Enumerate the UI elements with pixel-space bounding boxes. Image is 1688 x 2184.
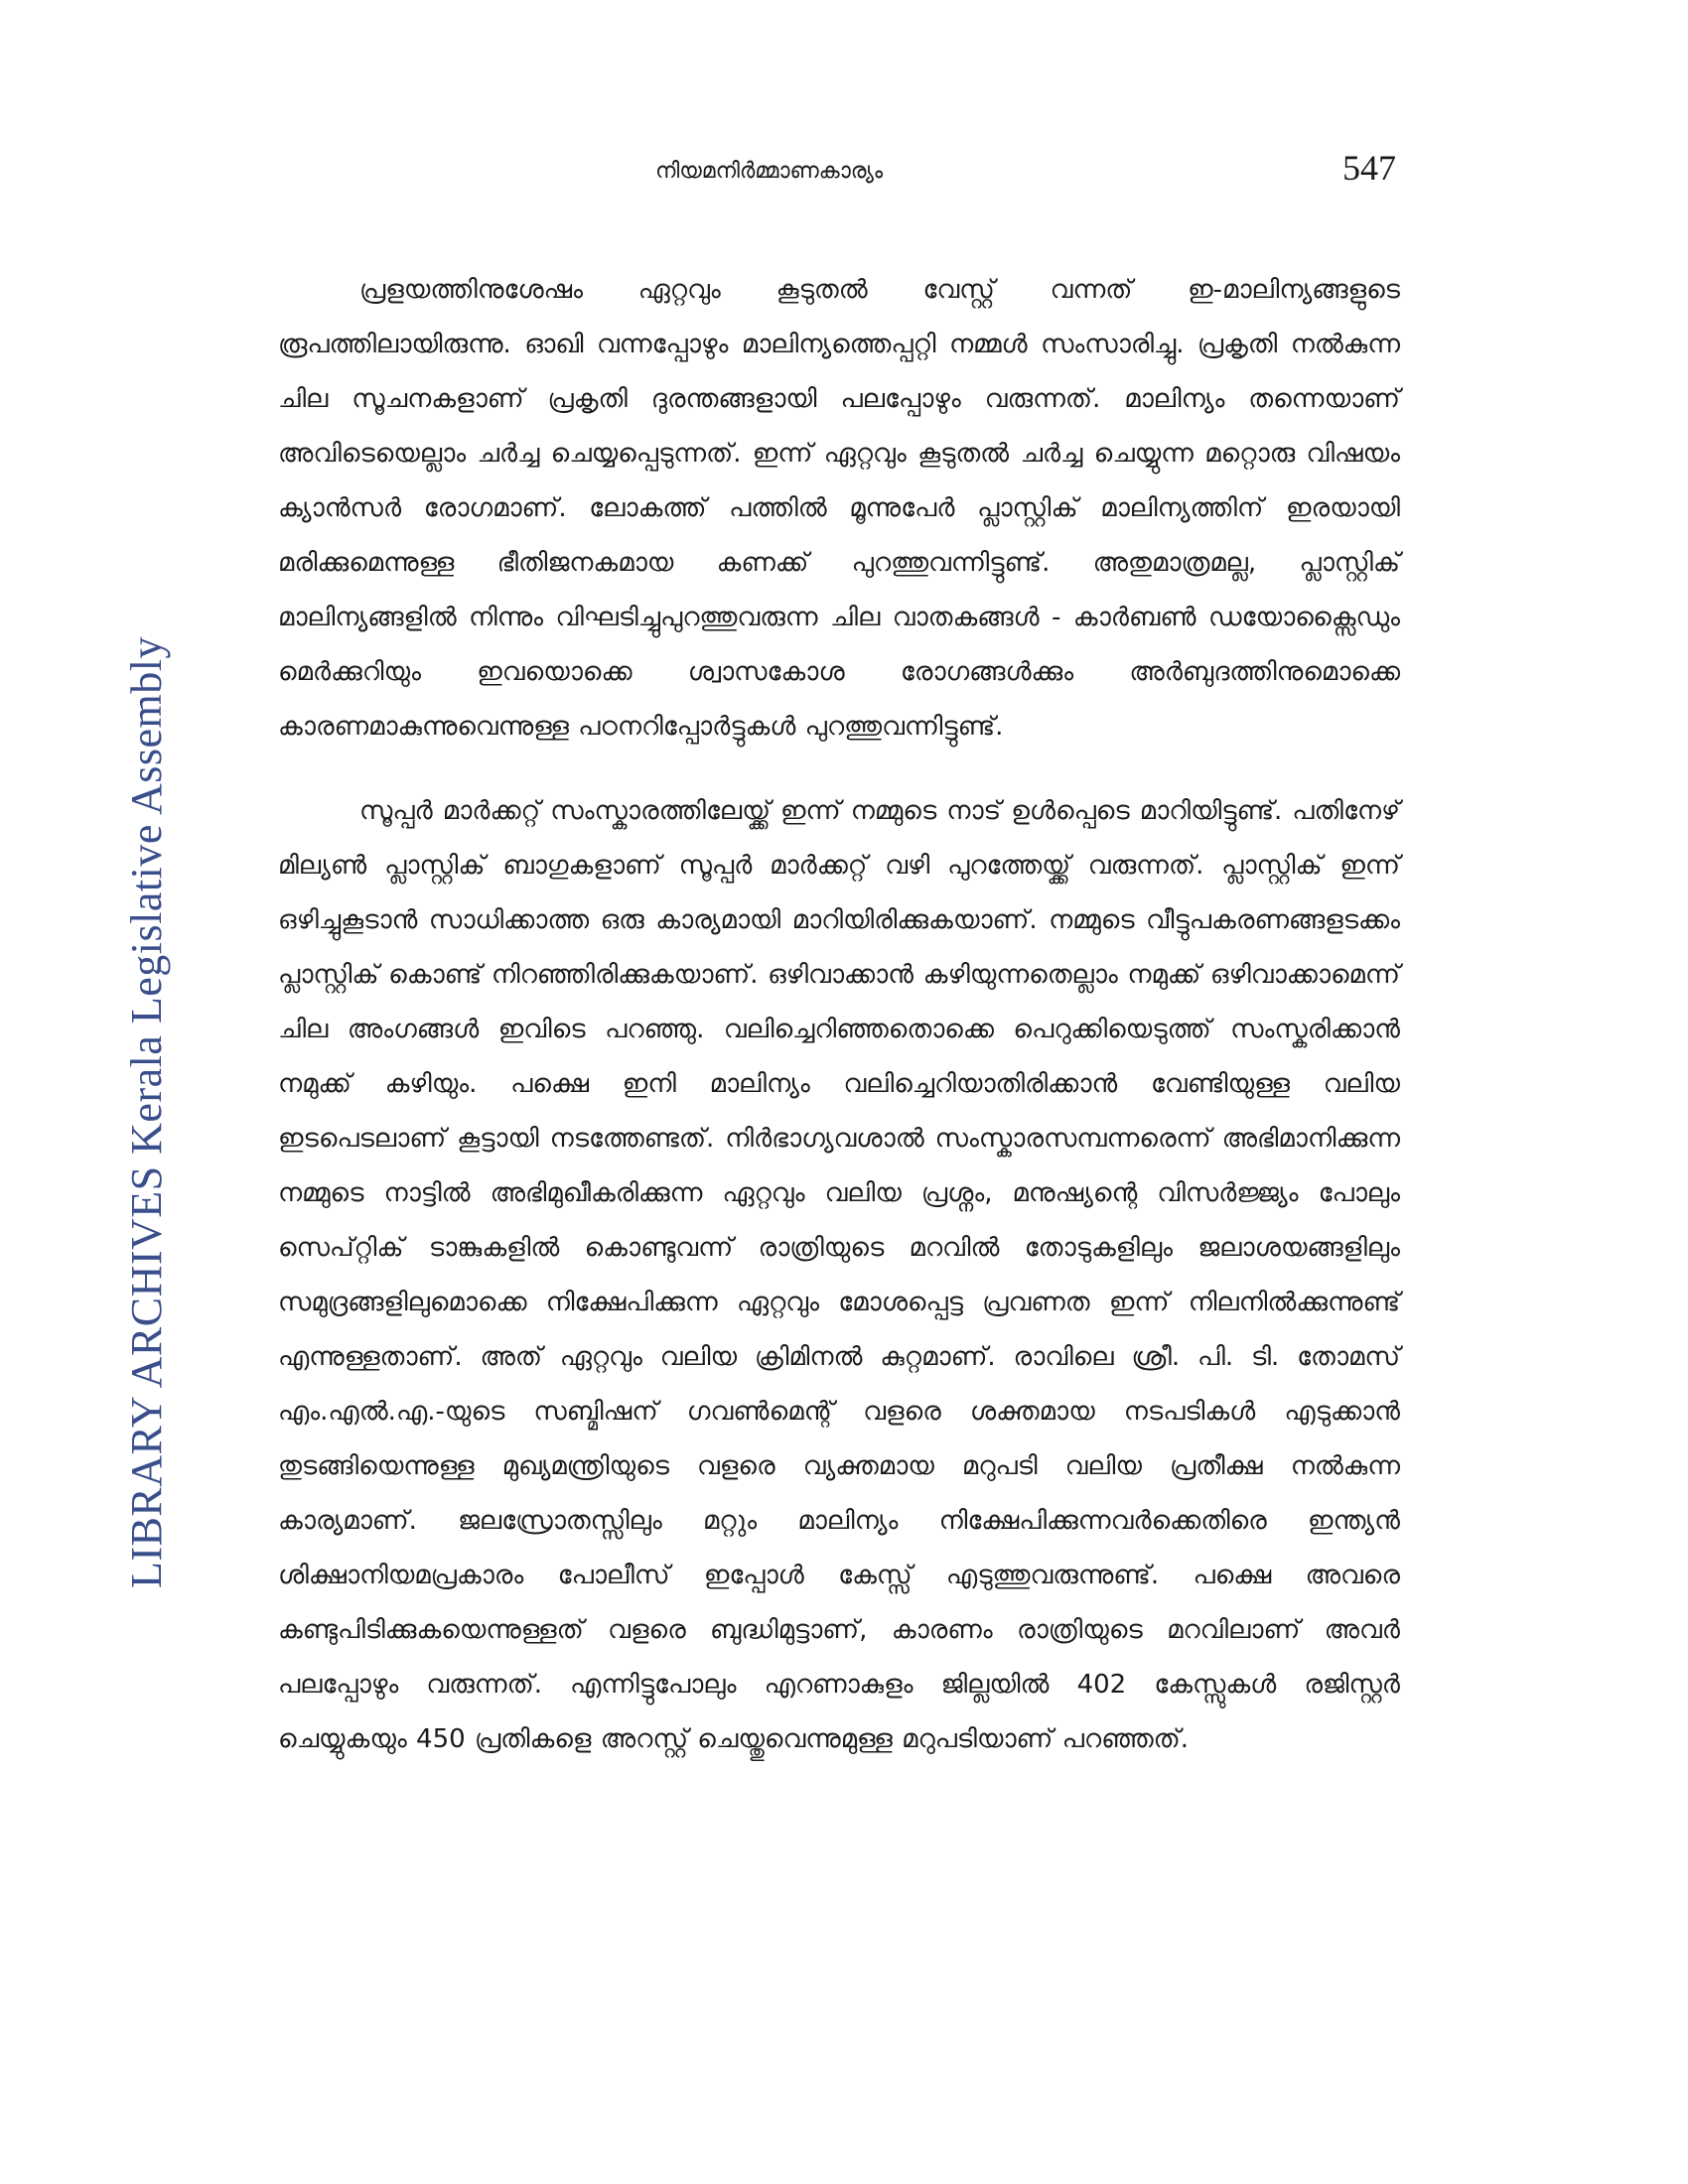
running-header-title: നിയമനിർമ്മാണകാര്യം [655, 159, 884, 184]
paragraph: സൂപ്പർ മാർക്കറ്റ് സംസ്കാരത്തിലേയ്ക്ക് ഇന്ന് നമ്മുടെ നാട് ഉൾപ്പെടെ മാറിയിട്ടുണ്ട്. പതിനേഴ് മില്യൺ പ്ലാസ്റ്റിക് ബാഗുകളാണ് സൂപ്പർ മാർക്കറ്റ് വഴി പുറത്തേയ്ക്ക് വരുന്നത്. പ്ലാസ്റ്റിക് ഇന്ന് ഒഴിച്ചുകൂടാൻ സാധിക്കാത്ത ഒരു കാര്യമായി മാറിയിരിക്കുകയാണ്. നമ്മുടെ വീട്ടുപകരണങ്ങളടക്കം പ്ലാസ്റ്റിക് കൊണ്ട് നിറഞ്ഞിരിക്കുകയാണ്. ഒഴിവാക്കാൻ കഴിയുന്നതെല്ലാം നമുക്ക് ഒഴിവാക്കാമെന്ന് ചില അംഗങ്ങൾ ഇവിടെ പറഞ്ഞു. വലിച്ചെറിഞ്ഞതൊക്കെ പെറുക്കിയെടുത്ത് സംസ്കരിക്കാൻ നമുക്ക് കഴിയും. പക്ഷെ ഇനി മാലിന്യം വലിച്ചെറിയാതിരിക്കാൻ വേണ്ടിയുള്ള വലിയ ഇടപെടലാണ് കൂട്ടായി നടത്തേണ്ടത്. നിർഭാഗ്യവശാൽ സംസ്കാരസമ്പന്നരെന്ന് അഭിമാനിക്കുന്ന നമ്മുടെ നാട്ടിൽ അഭിമുഖീകരിക്കുന്ന ഏറ്റവും വലിയ പ്രശ്നം, മനുഷ്യന്റെ വിസർജ്ജ്യം പോലും സെപ്റ്റിക് ടാങ്കുകളിൽ കൊണ്ടുവന്ന് രാത്രിയുടെ മറവിൽ തോടുകളിലും ജലാശയങ്ങളിലും സമുദ്രങ്ങളിലുമൊക്കെ നിക്ഷേപിക്കുന്ന ഏറ്റവും മോശപ്പെട്ട പ്രവണത ഇന്ന് നിലനിൽക്കുന്നുണ്ട് എന്നുള്ളതാണ്. അത് ഏറ്റവും വലിയ ക്രിമിനൽ കുറ്റമാണ്. രാവിലെ ശ്രീ. പി. ടി. തോമസ് എം.എൽ.എ.-യുടെ സബ്മിഷന് ഗവൺമെന്റ് വളരെ ശക്തമായ നടപടികൾ എടുക്കാൻ തുടങ്ങിയെന്നുള്ള മുഖ്യമന്ത്രിയുടെ വളരെ വ്യക്തമായ മറുപടി വലിയ പ്രതീക്ഷ നൽകുന്ന കാര്യമാണ്. ജലസ്രോതസ്സിലും മറ്റും മാലിന്യം നിക്ഷേപിക്കുന്നവർക്കെതിരെ ഇന്ത്യൻ ശിക്ഷാനിയമപ്രകാരം പോലീസ് ഇപ്പോൾ കേസ്സ് എടുത്തുവരുന്നുണ്ട്. പക്ഷെ അവരെ കണ്ടുപിടിക്കുകയെന്നുള്ളത് വളരെ ബുദ്ധിമുട്ടാണ്, കാരണം രാത്രിയുടെ മറവിലാണ് അവർ പലപ്പോഴും വരുന്നത്. എന്നിട്ടുപോലും എറണാകുളം ജില്ലയിൽ 402 കേസ്സുകൾ രജിസ്റ്റർ ചെയ്യുകയും 450 പ്രതികളെ അറസ്റ്റ് ചെയ്തുവെന്നുമുള്ള മറുപടിയാണ് പറഞ്ഞത്. [278, 796, 1400, 1754]
paragraph: പ്രളയത്തിനുശേഷം ഏറ്റവും കൂടുതൽ വേസ്റ്റ് വന്നത് ഇ-മാലിന്യങ്ങളുടെ രൂപത്തിലായിരുന്നു. ഓഖി വന്നപ്പോഴും മാലിന്യത്തെപ്പറ്റി നമ്മൾ സംസാരിച്ചു. പ്രകൃതി നൽകുന്ന ചില സൂചനകളാണ് പ്രകൃതി ദുരന്തങ്ങളായി പലപ്പോഴും വരുന്നത്. മാലിന്യം തന്നെയാണ് അവിടെയെല്ലാം ചർച്ച ചെയ്യപ്പെടുന്നത്. ഇന്ന് ഏറ്റവും കൂടുതൽ ചർച്ച ചെയ്യുന്ന മറ്റൊരു വിഷയം ക്യാൻസർ രോഗമാണ്. ലോകത്ത് പത്തിൽ മൂന്നുപേർ പ്ലാസ്റ്റിക് മാലിന്യത്തിന് ഇരയായി മരിക്കുമെന്നുള്ള ഭീതിജനകമായ കണക്ക് പുറത്തുവന്നിട്ടുണ്ട്. അതുമാത്രമല്ല, പ്ലാസ്റ്റിക് മാലിന്യങ്ങളിൽ നിന്നും വിഘടിച്ചുപുറത്തുവരുന്ന ചില വാതകങ്ങൾ - കാർബൺ ഡയോക്സൈഡും മെർക്കുറിയും ഇവയൊക്കെ ശ്വാസകോശ രോഗങ്ങൾക്കും അർബുദത്തിനുമൊക്കെ കാരണമാകുന്നുവെന്നുള്ള പഠനറിപ്പോർട്ടുകൾ പുറത്തുവന്നിട്ടുണ്ട്. [278, 275, 1400, 742]
archive-watermark: LIBRARY ARCHIVES Kerala Legislative Assembly [122, 636, 171, 1588]
body-text [278, 263, 1400, 1797]
page-number: 547 [1342, 148, 1396, 188]
